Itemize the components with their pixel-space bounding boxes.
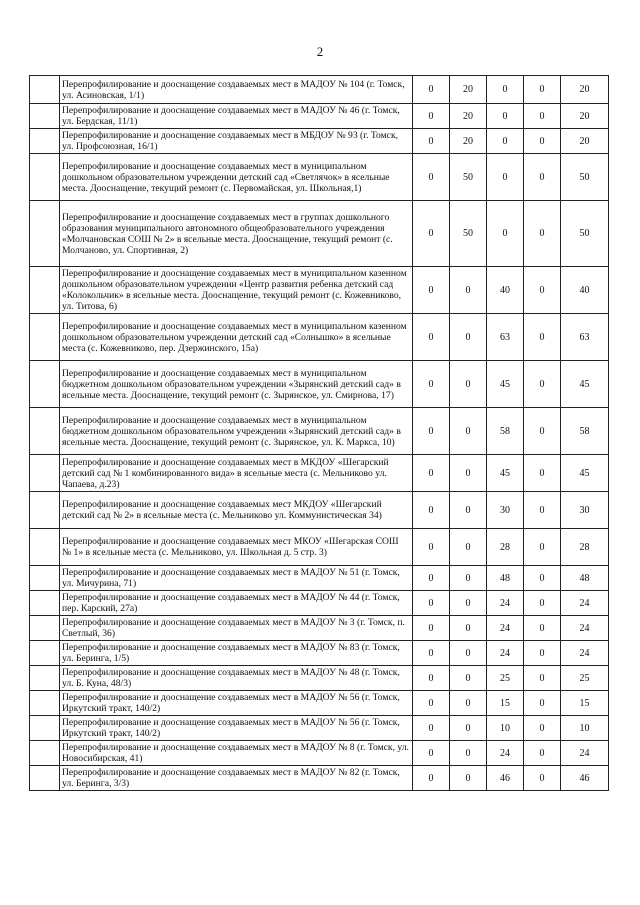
row-description: Перепрофилирование и дооснащение создаваемых мест в муниципальном казенном дошкольном образовательном учреждении детский сад «Солнышко» в ясельные места (с. Кожевниково, пер. Дзержинского, 15а) [60,314,413,361]
table-row [30,104,609,129]
row-description: Перепрофилирование и дооснащение создаваемых мест в МАДОУ № 44 (г. Томск, пер. Карский, 27а) [60,591,413,616]
row-value-3: 45 [487,361,524,408]
row-value-4: 0 [524,129,561,154]
row-value-1: 0 [413,314,450,361]
row-value-3: 28 [487,529,524,566]
row-value-5: 45 [561,455,609,492]
table-row [30,691,609,716]
row-value-2: 0 [450,529,487,566]
row-value-4: 0 [524,741,561,766]
row-value-5: 58 [561,408,609,455]
row-value-4: 0 [524,104,561,129]
row-value-5: 10 [561,716,609,741]
table-row [30,201,609,267]
row-number-cell [30,641,60,666]
row-value-2: 0 [450,361,487,408]
table-row [30,408,609,455]
row-value-3: 24 [487,741,524,766]
row-value-5: 25 [561,666,609,691]
row-number-cell [30,361,60,408]
row-value-2: 0 [450,641,487,666]
row-value-1: 0 [413,267,450,314]
row-value-2: 0 [450,691,487,716]
row-value-4: 0 [524,154,561,201]
row-value-4: 0 [524,361,561,408]
row-value-1: 0 [413,766,450,791]
row-description: Перепрофилирование и дооснащение создаваемых мест в МАДОУ № 56 (г. Томск, Иркутский тракт, 140/2) [60,691,413,716]
row-number-cell [30,591,60,616]
row-value-3: 63 [487,314,524,361]
row-value-3: 46 [487,766,524,791]
row-value-2: 20 [450,104,487,129]
row-value-2: 0 [450,455,487,492]
row-description: Перепрофилирование и дооснащение создаваемых мест в МАДОУ № 82 (г. Томск, ул. Беринга, 3/3) [60,766,413,791]
row-value-5: 46 [561,766,609,791]
row-value-4: 0 [524,76,561,104]
table-row [30,566,609,591]
row-value-3: 0 [487,76,524,104]
row-value-5: 24 [561,641,609,666]
row-number-cell [30,566,60,591]
row-value-5: 50 [561,154,609,201]
row-value-2: 0 [450,616,487,641]
row-value-1: 0 [413,76,450,104]
row-value-3: 0 [487,129,524,154]
row-value-3: 0 [487,104,524,129]
row-description: Перепрофилирование и дооснащение создаваемых мест в муниципальном бюджетном дошкольном образовательном учреждении «Зырянский детский сад» в ясельные места. Дооснащение, текущий ремонт (с. Зырянское, ул. К. Маркса, 10) [60,408,413,455]
table-row [30,361,609,408]
row-value-3: 10 [487,716,524,741]
row-value-4: 0 [524,408,561,455]
row-description: Перепрофилирование и дооснащение создаваемых мест в группах дошкольного образования муниципального автономного общеобразовательного учреждения «Молчановская СОШ № 2» в ясельные места. Дооснащение, текущий ремонт (с. Молчаново, ул. Спортивная, 2) [60,201,413,267]
row-number-cell [30,766,60,791]
row-value-5: 28 [561,529,609,566]
row-value-4: 0 [524,641,561,666]
row-value-5: 45 [561,361,609,408]
row-number-cell [30,129,60,154]
row-number-cell [30,492,60,529]
row-number-cell [30,716,60,741]
row-number-cell [30,154,60,201]
row-value-5: 20 [561,76,609,104]
row-value-4: 0 [524,314,561,361]
row-number-cell [30,104,60,129]
row-number-cell [30,201,60,267]
row-value-4: 0 [524,691,561,716]
row-value-4: 0 [524,455,561,492]
row-value-4: 0 [524,616,561,641]
table-row [30,666,609,691]
row-value-2: 0 [450,314,487,361]
row-value-5: 50 [561,201,609,267]
row-value-1: 0 [413,716,450,741]
row-value-1: 0 [413,666,450,691]
row-description: Перепрофилирование и дооснащение создаваемых мест в МАДОУ № 3 (г. Томск, п. Светлый, 36) [60,616,413,641]
row-description: Перепрофилирование и дооснащение создаваемых мест МКОУ «Шегарская СОШ № 1» в ясельные места (с. Мельниково, ул. Школьная д. 5 стр. 3) [60,529,413,566]
row-value-3: 48 [487,566,524,591]
table-row [30,641,609,666]
row-value-5: 20 [561,104,609,129]
row-number-cell [30,408,60,455]
table-row [30,129,609,154]
row-value-1: 0 [413,361,450,408]
row-value-2: 0 [450,766,487,791]
row-number-cell [30,76,60,104]
row-description: Перепрофилирование и дооснащение создаваемых мест МКДОУ «Шегарский детский сад № 2» в ясельные места (с. Мельниково ул. Коммунистическая 34) [60,492,413,529]
row-value-1: 0 [413,691,450,716]
row-value-2: 20 [450,129,487,154]
row-value-2: 0 [450,716,487,741]
row-value-4: 0 [524,566,561,591]
row-value-3: 24 [487,616,524,641]
row-value-5: 24 [561,616,609,641]
table-row [30,741,609,766]
table-row [30,616,609,641]
row-description: Перепрофилирование и дооснащение создаваемых мест в МБДОУ № 93 (г. Томск, ул. Профсоюзная, 16/1) [60,129,413,154]
places-table [29,75,609,791]
row-number-cell [30,741,60,766]
row-value-3: 24 [487,591,524,616]
row-value-1: 0 [413,201,450,267]
row-value-3: 45 [487,455,524,492]
row-value-4: 0 [524,201,561,267]
row-value-1: 0 [413,104,450,129]
row-value-3: 0 [487,201,524,267]
row-value-4: 0 [524,267,561,314]
row-value-1: 0 [413,641,450,666]
row-description: Перепрофилирование и дооснащение создаваемых мест в муниципальном казенном дошкольном образовательном учреждении «Центр развития ребенка детский сад «Колокольчик» в ясельные места. Дооснащение, текущий ремонт (с. Кожевниково, ул. Титова, 6) [60,267,413,314]
row-value-3: 15 [487,691,524,716]
row-value-1: 0 [413,408,450,455]
row-value-3: 30 [487,492,524,529]
row-description: Перепрофилирование и дооснащение создаваемых мест в муниципальном бюджетном дошкольном образовательном учреждении «Зырянский детский сад» в ясельные места. Дооснащение, текущий ремонт (с. Зырянское, ул. Смирнова, 17) [60,361,413,408]
row-value-5: 15 [561,691,609,716]
row-description: Перепрофилирование и дооснащение создаваемых мест в муниципальном дошкольном образовательном учреждении детский сад «Светлячок» в ясельные места. Дооснащение, текущий ремонт (с. Первомайская, ул. Школьная,1) [60,154,413,201]
row-value-1: 0 [413,591,450,616]
row-value-3: 25 [487,666,524,691]
row-description: Перепрофилирование и дооснащение создаваемых мест в МАДОУ № 104 (г. Томск, ул. Асиновская, 1/1) [60,76,413,104]
table-row [30,154,609,201]
row-value-2: 20 [450,76,487,104]
row-value-1: 0 [413,741,450,766]
row-value-2: 0 [450,267,487,314]
row-number-cell [30,616,60,641]
row-value-5: 48 [561,566,609,591]
row-value-4: 0 [524,766,561,791]
row-value-3: 0 [487,154,524,201]
row-value-3: 58 [487,408,524,455]
table-row [30,716,609,741]
row-value-2: 0 [450,666,487,691]
row-value-5: 24 [561,591,609,616]
row-value-3: 40 [487,267,524,314]
row-value-5: 30 [561,492,609,529]
row-number-cell [30,666,60,691]
table-row [30,492,609,529]
row-description: Перепрофилирование и дооснащение создаваемых мест в МАДОУ № 51 (г. Томск, ул. Мичурина, 71) [60,566,413,591]
row-value-4: 0 [524,716,561,741]
row-value-1: 0 [413,492,450,529]
row-value-2: 50 [450,201,487,267]
row-value-2: 0 [450,566,487,591]
table-row [30,455,609,492]
row-value-4: 0 [524,529,561,566]
row-value-1: 0 [413,566,450,591]
row-value-2: 0 [450,591,487,616]
row-value-5: 40 [561,267,609,314]
row-description: Перепрофилирование и дооснащение создаваемых мест в МКДОУ «Шегарский детский сад № 1 комбинированного вида» в ясельные места (с. Мельниково ул. Чапаева, д.23) [60,455,413,492]
row-number-cell [30,529,60,566]
row-description: Перепрофилирование и дооснащение создаваемых мест в МАДОУ № 56 (г. Томск, Иркутский тракт, 140/2) [60,716,413,741]
row-value-2: 50 [450,154,487,201]
row-value-4: 0 [524,591,561,616]
row-number-cell [30,314,60,361]
row-value-2: 0 [450,741,487,766]
row-description: Перепрофилирование и дооснащение создаваемых мест в МАДОУ № 83 (г. Томск, ул. Беринга, 1/5) [60,641,413,666]
row-value-2: 0 [450,408,487,455]
row-description: Перепрофилирование и дооснащение создаваемых мест в МАДОУ № 8 (г. Томск, ул. Новосибирская, 41) [60,741,413,766]
table-row [30,529,609,566]
row-value-4: 0 [524,492,561,529]
row-value-1: 0 [413,129,450,154]
row-number-cell [30,267,60,314]
row-value-5: 63 [561,314,609,361]
table-row [30,591,609,616]
row-value-3: 24 [487,641,524,666]
table-row [30,314,609,361]
row-number-cell [30,691,60,716]
table-row [30,267,609,314]
table-body [30,76,609,791]
row-value-2: 0 [450,492,487,529]
row-value-1: 0 [413,455,450,492]
row-value-5: 24 [561,741,609,766]
row-value-1: 0 [413,616,450,641]
row-value-1: 0 [413,529,450,566]
table-row [30,76,609,104]
row-number-cell [30,455,60,492]
row-description: Перепрофилирование и дооснащение создаваемых мест в МАДОУ № 48 (г. Томск, ул. Б. Куна, 48/3) [60,666,413,691]
row-description: Перепрофилирование и дооснащение создаваемых мест в МАДОУ № 46 (г. Томск, ул. Бердская, 11/1) [60,104,413,129]
row-value-1: 0 [413,154,450,201]
page-number: 2 [316,44,324,59]
row-value-5: 20 [561,129,609,154]
table-row [30,766,609,791]
row-value-4: 0 [524,666,561,691]
